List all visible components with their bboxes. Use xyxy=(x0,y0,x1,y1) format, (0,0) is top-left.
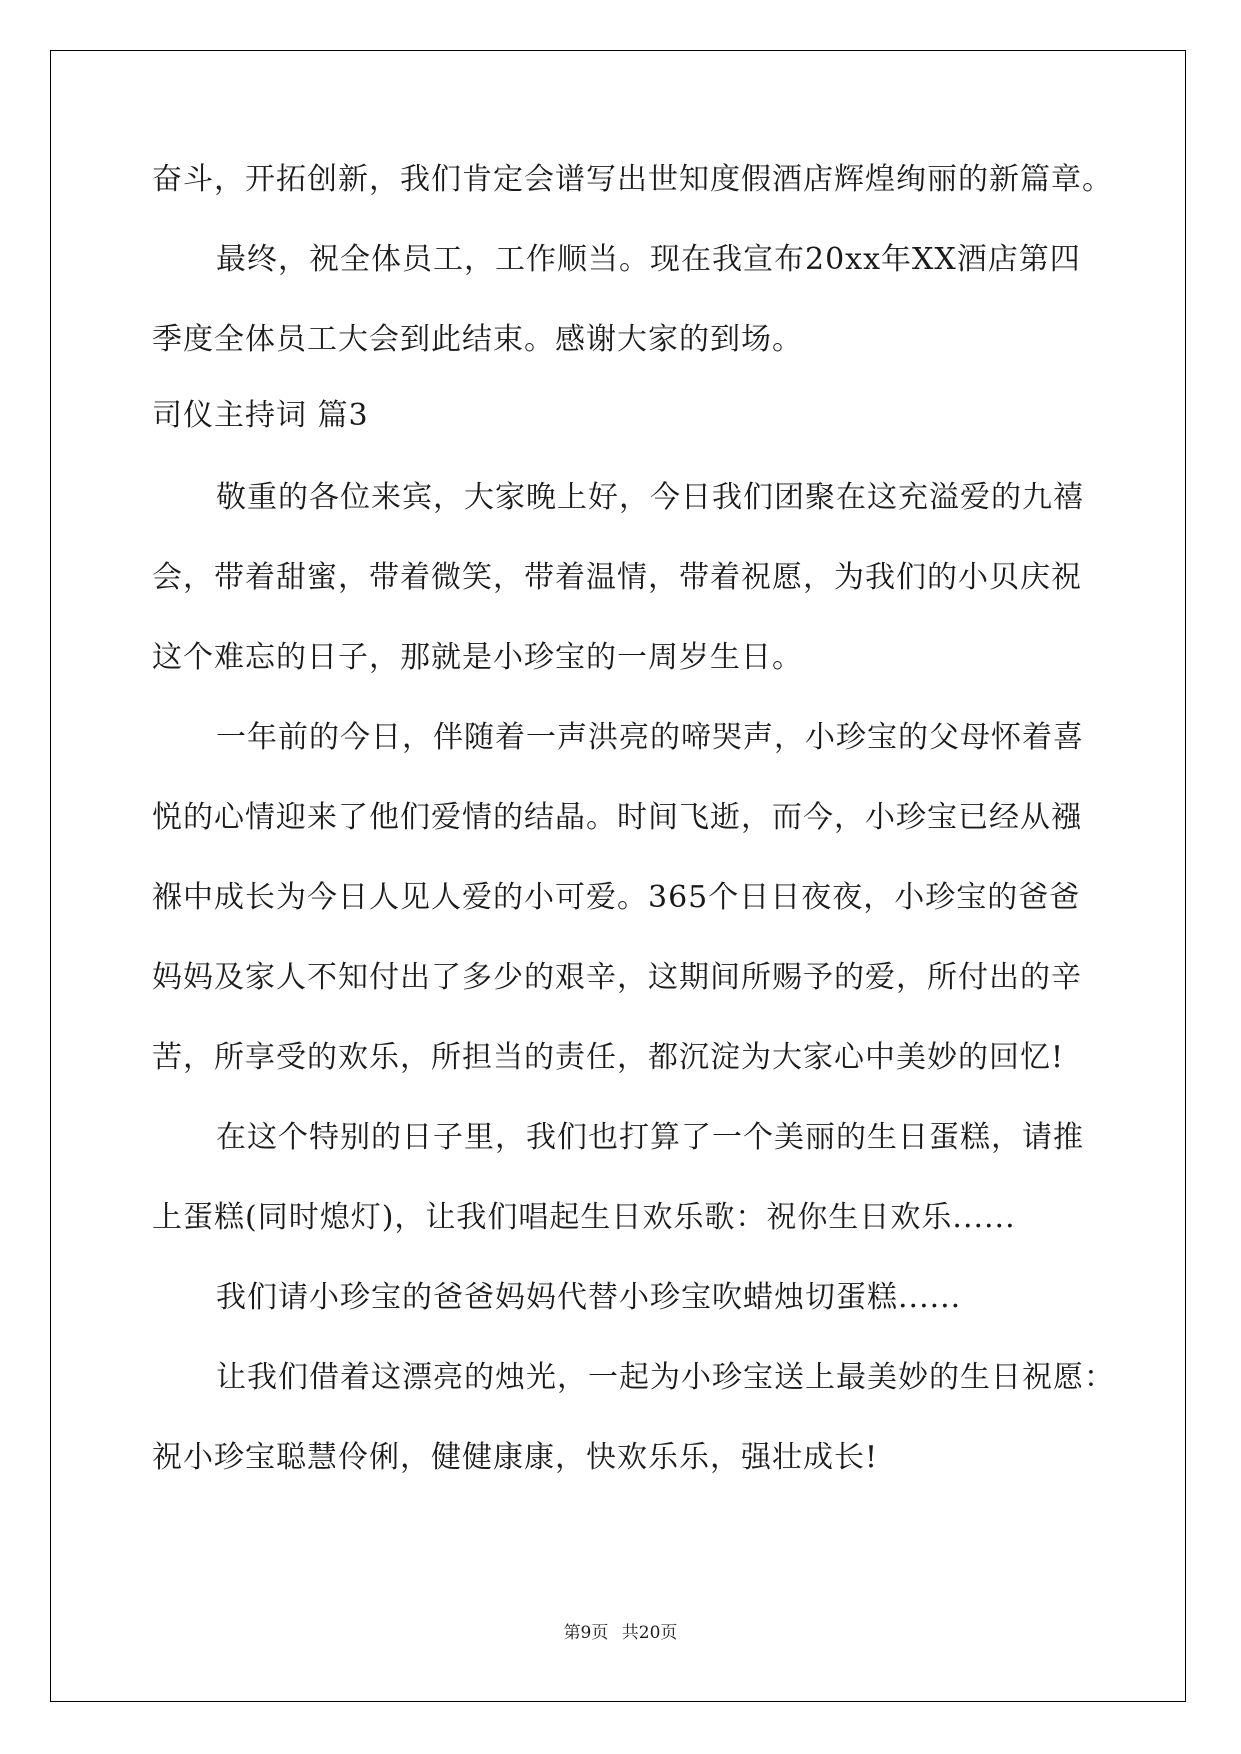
text-line: 会，带着甜蜜，带着微笑，带着温情，带着祝愿，为我们的小贝庆祝 xyxy=(152,560,1082,595)
text-line: 在这个特别的日子里，我们也打算了一个美丽的生日蛋糕，请推 xyxy=(216,1120,1084,1155)
text-line: 敬重的各位来宾，大家晚上好，今日我们团聚在这充溢爱的九禧 xyxy=(216,480,1084,515)
text-line: 悦的心情迎来了他们爱情的结晶。时间飞逝，而今，小珍宝已经从襁 xyxy=(152,800,1082,835)
page-total: 共20页 xyxy=(621,1623,678,1643)
text-line: 一年前的今日，伴随着一声洪亮的啼哭声，小珍宝的父母怀着喜 xyxy=(216,720,1084,755)
page-number: 第9页 xyxy=(563,1623,609,1643)
text-line: 让我们借着这漂亮的烛光，一起为小珍宝送上最美妙的生日祝愿： xyxy=(216,1360,1115,1395)
text-line: 妈妈及家人不知付出了多少的艰辛，这期间所赐予的爱，所付出的辛 xyxy=(152,960,1082,995)
text-line: 祝小珍宝聪慧伶俐，健健康康，快欢乐乐，强壮成长! xyxy=(152,1440,879,1475)
text-line: 季度全体员工大会到此结束。感谢大家的到场。 xyxy=(152,322,803,357)
text-line: 最终，祝全体员工，工作顺当。现在我宣布20xx年XX酒店第四 xyxy=(216,242,1081,277)
page-footer xyxy=(0,1618,1241,1643)
text-line: 苦，所享受的欢乐，所担当的责任，都沉淀为大家心中美妙的回忆! xyxy=(152,1040,1065,1075)
text-line: 褓中成长为今日人见人爱的小可爱。365个日日夜夜，小珍宝的爸爸 xyxy=(152,880,1081,915)
text-line: 上蛋糕(同时熄灯)，让我们唱起生日欢乐歌：祝你生日欢乐...... xyxy=(152,1200,1016,1235)
text-line: 这个难忘的日子，那就是小珍宝的一周岁生日。 xyxy=(152,640,803,675)
section-heading: 司仪主持词 篇3 xyxy=(152,398,369,433)
text-line: 奋斗，开拓创新，我们肯定会谱写出世知度假酒店辉煌绚丽的新篇章。 xyxy=(152,162,1113,197)
text-line: 我们请小珍宝的爸爸妈妈代替小珍宝吹蜡烛切蛋糕...... xyxy=(216,1280,962,1315)
